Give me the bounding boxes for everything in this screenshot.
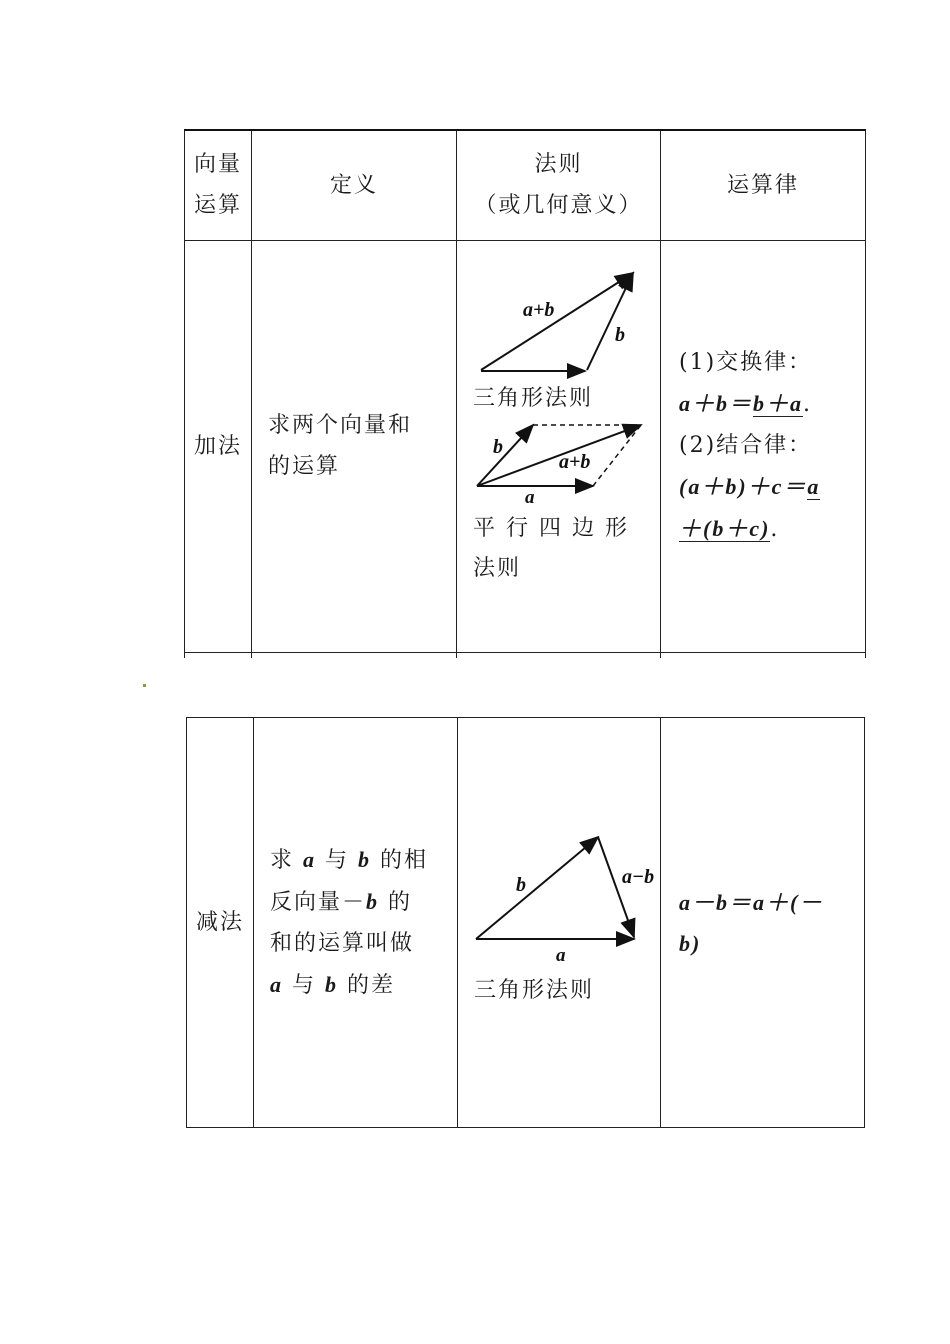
- subtraction-triangle-figure: [474, 835, 664, 965]
- sub-def-text: 的: [379, 890, 413, 915]
- addition-definition-line1: 求两个向量和: [268, 413, 413, 438]
- subtraction-definition-line3: 和的运算叫做: [270, 931, 415, 956]
- associative-law-line1: [679, 466, 859, 508]
- commutative-end: .: [803, 392, 813, 417]
- pg-label-a: a: [525, 486, 535, 503]
- label-sum: a+b: [523, 298, 555, 321]
- header-laws: 运算律: [661, 130, 866, 240]
- header-rule-line1: 法则: [534, 152, 583, 178]
- sub-label-diff: a−b: [622, 865, 655, 888]
- addition-name: 加法: [185, 240, 252, 652]
- header-operation: [185, 130, 252, 240]
- parallelogram-rule-label-line1: 平 行 四 边 形: [473, 515, 629, 541]
- subtraction-definition: [254, 718, 458, 1128]
- sub-def-b: b: [366, 889, 380, 914]
- label-b: b: [615, 323, 625, 346]
- sub-def-b: b: [325, 972, 338, 997]
- associative-end: .: [770, 517, 780, 542]
- header-rule-line2: （或几何意义）: [474, 193, 643, 219]
- header-rule: [457, 130, 661, 240]
- addition-definition: [252, 240, 457, 652]
- subtraction-law-line1: a－b＝a＋(－: [679, 889, 824, 915]
- subtraction-definition-line4: [270, 964, 451, 1006]
- associative-title: (2)结合律：: [679, 433, 813, 458]
- parallelogram-rule-label-line2: 法则: [473, 555, 522, 581]
- commutative-law: [679, 383, 859, 425]
- associative-rhs-2: ＋(b＋c): [679, 516, 771, 541]
- pg-vector-b-arrow: [477, 425, 533, 486]
- sub-def-text: 反向量－: [270, 890, 367, 915]
- subtraction-definition-line2: [270, 881, 451, 923]
- subtraction-definition-line1: [270, 839, 451, 881]
- associative-law-line2: [679, 508, 859, 550]
- triangle-rule-label: 三角形法则: [473, 385, 594, 411]
- pg-label-b: b: [493, 435, 503, 458]
- associative-rhs-1: a: [807, 474, 821, 499]
- parallelogram-rule-figure: [473, 423, 648, 503]
- header-operation-line2: 运算: [193, 193, 242, 219]
- addition-definition-line2: 的运算: [268, 454, 341, 479]
- header-operation-line1: 向量: [193, 152, 242, 178]
- addition-row-continuation: [185, 652, 866, 658]
- stray-dot: [143, 684, 146, 687]
- sub-def-text: 的相: [371, 848, 428, 873]
- subtraction-law: [661, 718, 865, 1128]
- subtraction-rule-label: 三角形法则: [474, 977, 595, 1003]
- vector-operations-table-bottom: [186, 717, 865, 1128]
- addition-rule: [457, 240, 661, 652]
- subtraction-rule: [458, 718, 661, 1128]
- sub-def-a: a: [270, 972, 283, 997]
- sub-def-b: b: [358, 847, 371, 872]
- triangle-rule-figure: [473, 269, 648, 379]
- commutative-title: (1)交换律：: [679, 350, 813, 375]
- parallelogram-rule-label: [457, 507, 660, 589]
- sub-label-a: a: [556, 944, 566, 965]
- sub-def-text: 的差: [338, 973, 395, 998]
- sub-label-b: b: [516, 873, 526, 896]
- sub-def-text: 求: [270, 848, 303, 873]
- sub-def-a: a: [303, 847, 316, 872]
- subtraction-law-line2: b): [679, 930, 702, 956]
- addition-laws: [661, 240, 866, 652]
- label-a: [531, 373, 541, 379]
- header-definition: 定义: [252, 130, 457, 240]
- vector-operations-table-top: [184, 129, 866, 658]
- subtraction-name: 减法: [187, 718, 254, 1128]
- sub-vector-b-arrow: [476, 837, 598, 939]
- sub-def-text: 与: [283, 973, 325, 998]
- addition-row: [185, 240, 866, 652]
- sub-def-text: 与: [316, 848, 358, 873]
- subtraction-row: [187, 718, 865, 1128]
- commutative-lhs: a＋b＝: [679, 391, 754, 416]
- commutative-rhs: b＋a: [753, 391, 804, 416]
- associative-lhs: (a＋b)＋c＝: [679, 474, 808, 499]
- pg-label-sum: a+b: [559, 450, 591, 473]
